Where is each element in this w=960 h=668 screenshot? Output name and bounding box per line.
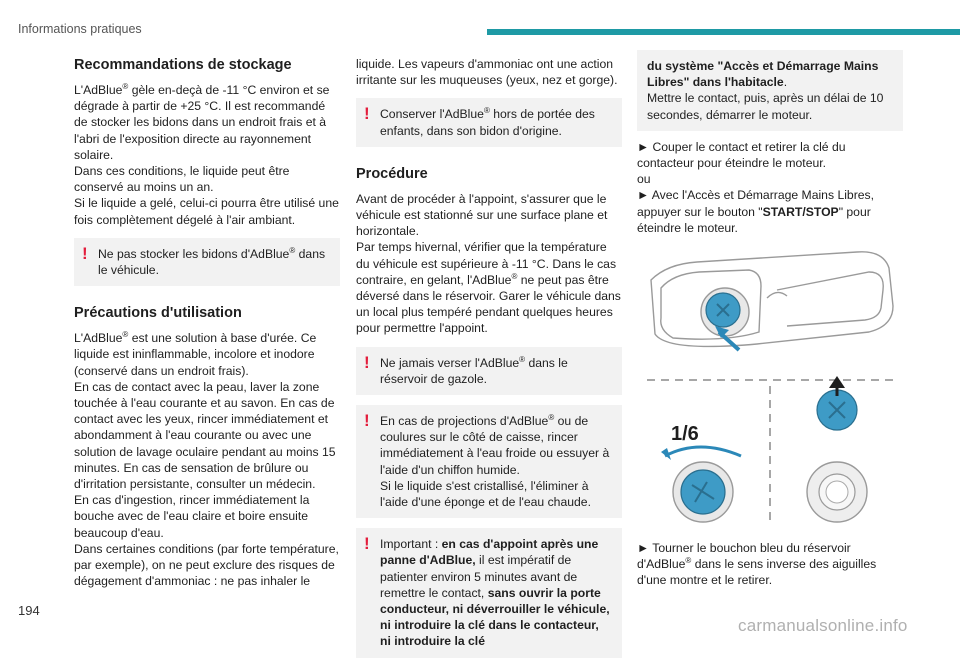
filler-flap-drawing	[651, 252, 893, 347]
watermark: carmanualsonline.info	[738, 616, 908, 635]
page-number: 194	[18, 603, 40, 618]
step-switch-off: ► Couper le contact et retirer la clé du contacteur pour éteindre le moteur.	[637, 139, 846, 171]
warning-box-continued: du système "Accès et Démarrage Mains Libres" dans l'habitacle. Mettre le contact, puis, après un délai de 10 secondes, démarrer le moteur.	[637, 50, 903, 131]
or-label: ou	[637, 172, 651, 187]
adblue-cap-illustration	[637, 246, 903, 526]
step-turn-cap: ► Tourner le bouchon bleu du réservoir d'AdBlue® dans le sens inverse des aiguilles d'une montre et le retirer.	[637, 541, 877, 588]
warning-icon: !	[364, 534, 370, 554]
warning-icon: !	[364, 352, 370, 372]
procedure-paragraph-2: Par temps hivernal, vérifier que la température du véhicule est supérieure à -11 °C. Dans le cas contraire, en gelant, l'AdBlue® ne peut pas être déversé dans le réservoir. Garer le véhicule dans un local plus tempéré pendant quelques heures pour permettre l'appoint.	[356, 240, 621, 336]
column-2	[356, 56, 622, 668]
precautions-paragraph: L'AdBlue® est une solution à base d'urée. Ce liquide est ininflammable, incolore et inodore (conservé dans un endroit frais).	[74, 330, 317, 378]
step-start-stop: ► Avec l'Accès et Démarrage Mains Libres, appuyer sur le bouton "START/STOP" pour éteindre le moteur.	[637, 188, 875, 235]
warning-box-children: ! Conserver l'AdBlue® hors de portée des enfants, dans son bidon d'origine.	[356, 98, 622, 146]
precautions-heading: Précautions d'utilisation	[74, 305, 242, 322]
warning-box-diesel: ! Ne jamais verser l'AdBlue® dans le réservoir de gazole.	[356, 347, 622, 395]
warning-icon: !	[364, 411, 370, 431]
warning-icon: !	[364, 104, 370, 124]
warning-box-splash: ! En cas de projections d'AdBlue® ou de coulures sur le côté de caisse, rincer immédiatement à l'eau froide ou essuyer à l'aide d'un chiffon humide. Si le liquide s'est cristallisé, l'éliminer à l'aide d'une éponge et de l'eau chaude.	[356, 405, 622, 518]
rotate-arrow-icon	[665, 447, 741, 456]
warning-icon: !	[82, 243, 88, 263]
storage-paragraph-2: Dans ces conditions, le liquide peut être conservé au moins un an.	[74, 164, 290, 195]
storage-heading: Recommandations de stockage	[74, 57, 292, 73]
warning-box-important: ! Important : en cas d'appoint après une panne d'AdBlue, il est impératif de patienter environ 5 minutes avant de remettre le contact, sans ouvrir la porte conducteur, ni déverrouiller le véhicule, ni introduire la clé dans le contacteur, ni introduire la clé	[356, 528, 622, 657]
column-3-bottom	[637, 540, 903, 589]
storage-paragraph: L'AdBlue® gèle en-deçà de -11 °C environ et se dégrade à partir de +25 °C. Il est recommandé de stocker les bidons dans un endroit frais et à l'abri de l'exposition directe au rayonnement solaire.	[74, 82, 330, 162]
precautions-paragraph-3: En cas d'ingestion, rincer immédiatement la bouche avec de l'eau claire et boire ensuite beaucoup d'eau.	[74, 493, 310, 540]
continued-paragraph: liquide. Les vapeurs d'ammoniac ont une action irritante sur les muqueuses (yeux, nez et gorge).	[356, 57, 618, 88]
precautions-paragraph-4: Dans certaines conditions (par forte température, par exemple), on ne peut exclure des risques de dégagement d'ammoniac : ne pas inhaler le	[74, 541, 339, 589]
procedure-paragraph: Avant de procéder à l'appoint, s'assurer que le véhicule est stationné sur une surface plane et horizontale.	[356, 191, 608, 239]
rotation-label: 1/6	[671, 423, 699, 445]
warning-box-storage: ! Ne pas stocker les bidons d'AdBlue® dans le véhicule.	[74, 238, 340, 286]
column-3	[637, 50, 903, 236]
storage-paragraph-3: Si le liquide a gelé, celui-ci pourra être utilisé une fois complètement dégelé à l'air ambiant.	[74, 196, 339, 227]
procedure-heading: Procédure	[356, 165, 428, 182]
column-1	[74, 56, 340, 589]
section-header: Informations pratiques	[18, 22, 142, 36]
header-accent-bar	[487, 29, 960, 35]
precautions-paragraph-2: En cas de contact avec la peau, laver la zone touchée à l'eau courante et au savon. En cas de contact avec les yeux, rincer immédiatement et abondamment à l'eau courante ou avec une solution de lavage oculaire pendant au moins 15 minutes. En cas de sensation de brûlure ou d'irritation persistante, consulter un médecin.	[74, 379, 336, 492]
